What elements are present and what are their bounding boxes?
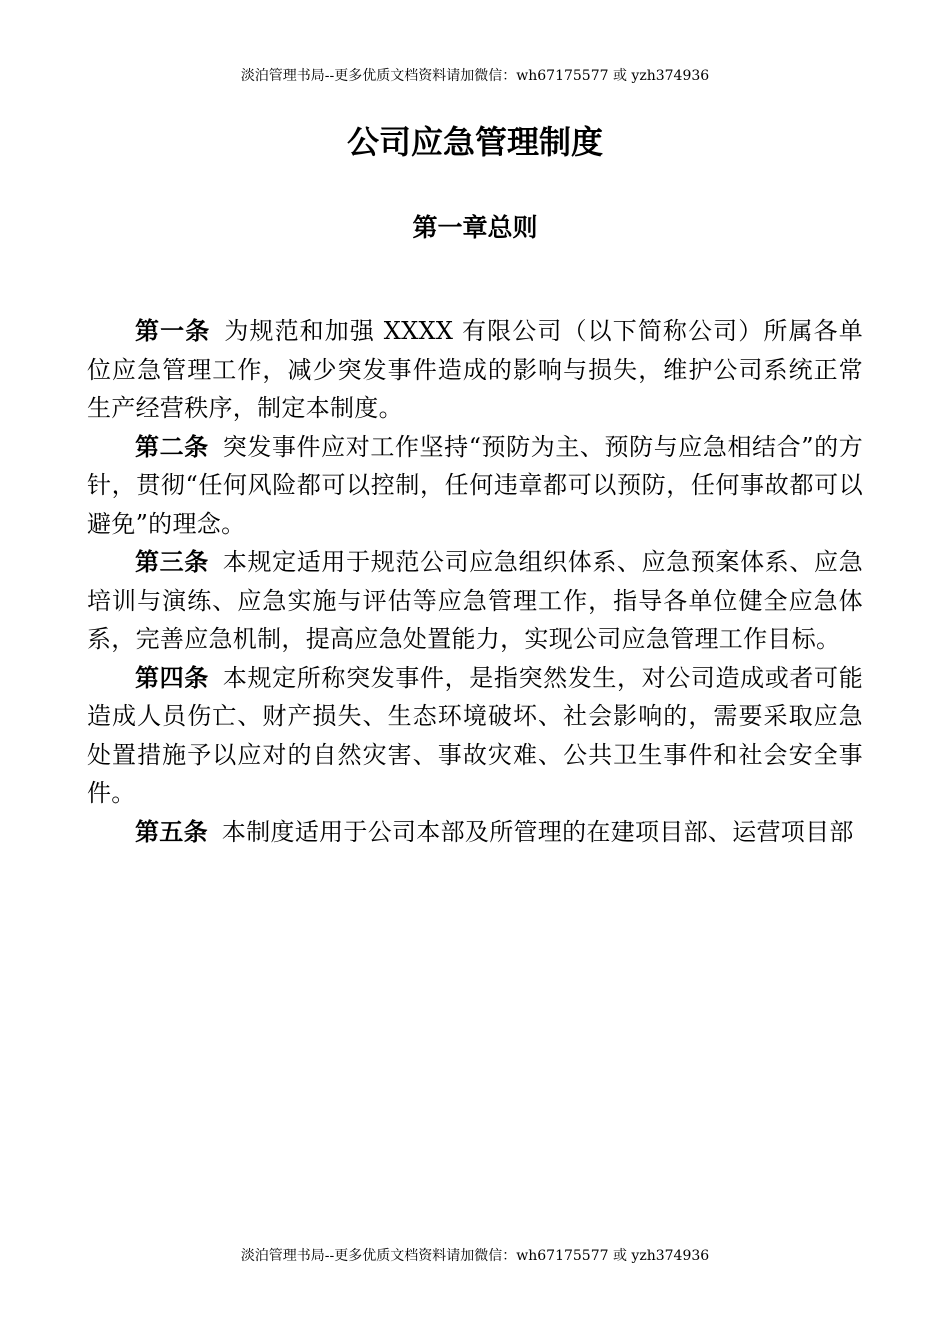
article-label: 第三条 (135, 548, 209, 576)
article-text: 本规定适用于规范公司应急组织体系、应急预案体系、应急培训与演练、应急实施与评估等应急管理工作，指导各单位健全应急体系，完善应急机制，提高应急处置能力，实现公司应急管理工作目标。 (87, 548, 863, 653)
document-body (87, 312, 863, 851)
article-label: 第四条 (135, 663, 209, 692)
page-footer-note: 淡泊管理书局--更多优质文档资料请加微信：wh67175577 或 yzh374936 (240, 1248, 710, 1264)
article-5 (87, 813, 863, 852)
page-header-note: 淡泊管理书局--更多优质文档资料请加微信：wh67175577 或 yzh374936 (240, 68, 710, 84)
article-4 (87, 659, 863, 813)
article-1 (87, 312, 863, 428)
article-2 (87, 428, 863, 544)
article-text: 本规定所称突发事件，是指突然发生，对公司造成或者可能造成人员伤亡、财产损失、生态环境破坏、社会影响的，需要采取应急处置措施予以应对的自然灾害、事故灾难、公共卫生事件和社会安全事件。 (87, 663, 863, 807)
article-text: 突发事件应对工作坚持“预防为主、预防与应急相结合”的方针，贯彻“任何风险都可以控制，任何违章都可以预防，任何事故都可以避免”的理念。 (87, 432, 863, 538)
article-label: 第五条 (135, 817, 208, 846)
article-label: 第二条 (135, 432, 209, 461)
chapter-heading: 第一章总则 (412, 213, 538, 242)
article-text: 本制度适用于公司本部及所管理的在建项目部、运营项目部 (221, 817, 854, 846)
article-label: 第一条 (135, 317, 211, 345)
article-text: 为规范和加强 XXXX 有限公司（以下简称公司）所属各单位应急管理工作，减少突发事件造成的影响与损失，维护公司系统正常生产经营秩序，制定本制度。 (87, 317, 864, 422)
article-3 (87, 543, 863, 659)
document-title: 公司应急管理制度 (346, 123, 603, 161)
